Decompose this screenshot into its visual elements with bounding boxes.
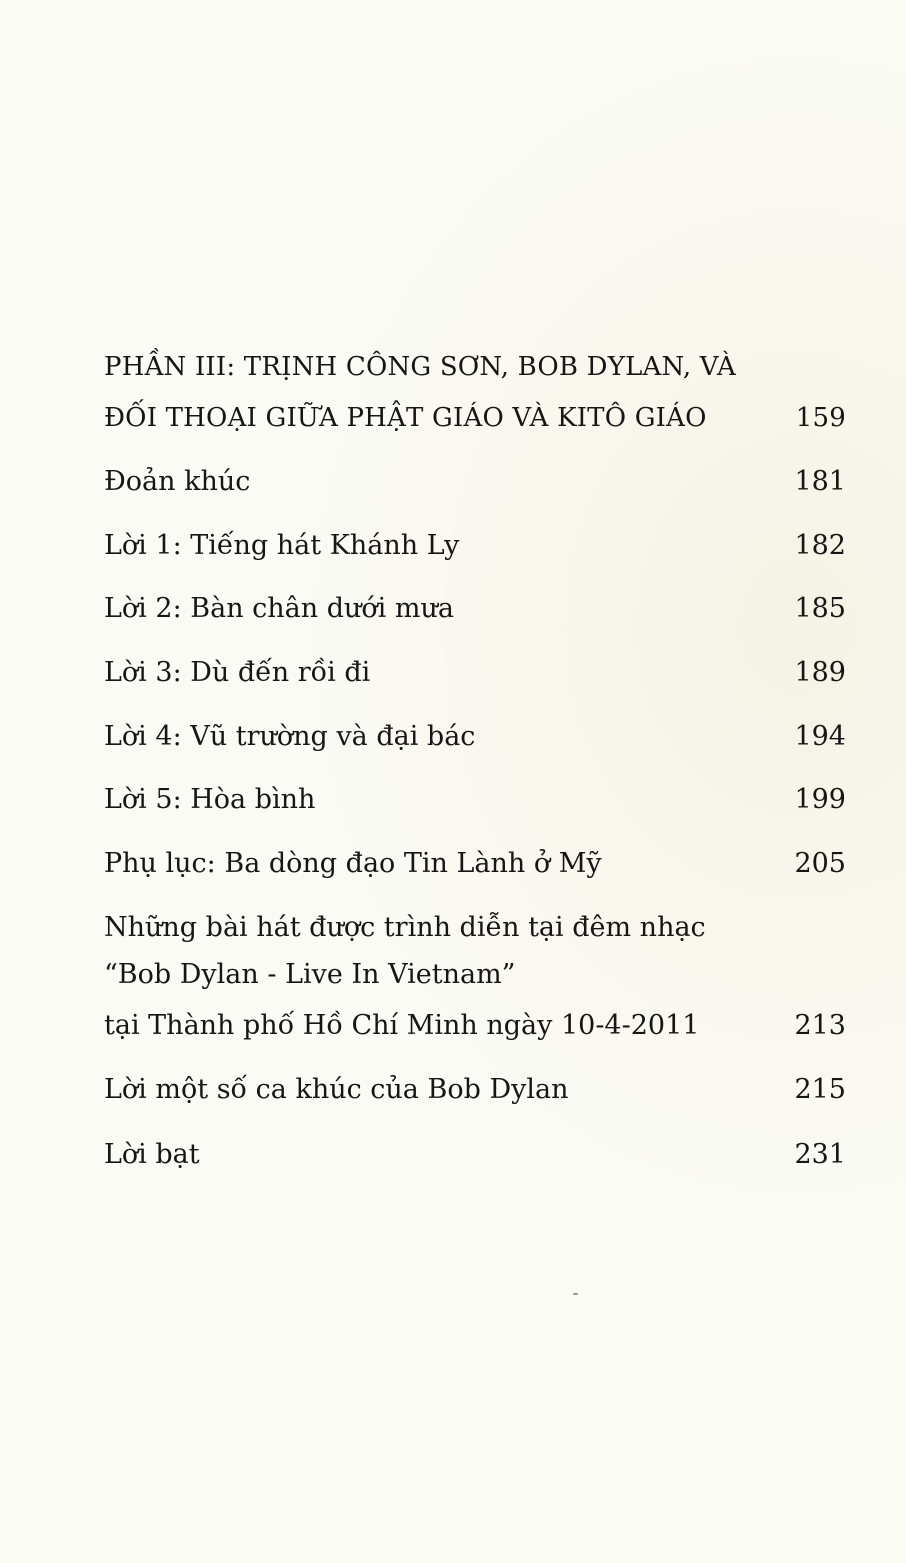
toc-entry-page-number: 189 <box>794 657 846 688</box>
toc-entry <box>104 653 846 693</box>
toc-songs-entry-line3 <box>104 1006 846 1046</box>
toc-entry-title: Phụ lục: Ba dòng đạo Tin Lành ở Mỹ <box>104 848 602 879</box>
toc-entry-page-number: 199 <box>794 784 846 815</box>
toc-part3-title-line1: PHẦN III: TRỊNH CÔNG SƠN, BOB DYLAN, VÀ <box>104 352 736 382</box>
toc-lyrics-title: Lời một số ca khúc của Bob Dylan <box>104 1074 569 1105</box>
toc-entry-title: Lời 3: Dù đến rồi đi <box>104 657 371 688</box>
toc-lyrics-entry <box>104 1070 846 1110</box>
toc-entry <box>104 526 846 566</box>
toc-entry-title: Lời 5: Hòa bình <box>104 784 316 815</box>
toc-songs-page-number: 213 <box>794 1010 846 1041</box>
toc-songs-title-line2: “Bob Dylan - Live In Vietnam” <box>104 959 516 990</box>
toc-entry-page-number: 185 <box>794 593 846 624</box>
toc-afterword-page-number: 231 <box>794 1139 846 1170</box>
toc-entry-page-number: 181 <box>794 466 846 497</box>
toc-songs-entry-line2 <box>104 955 846 995</box>
toc-lyrics-page-number: 215 <box>794 1074 846 1105</box>
toc-entry <box>104 844 846 884</box>
toc-entry-title: Đoản khúc <box>104 466 251 497</box>
toc-entry <box>104 717 846 757</box>
toc-entry-title: Lời 2: Bàn chân dưới mưa <box>104 593 454 624</box>
toc-part3-heading-line1 <box>104 347 846 387</box>
toc-entry <box>104 462 846 502</box>
toc-entry-page-number: 205 <box>794 848 846 879</box>
toc-afterword-title: Lời bạt <box>104 1139 200 1170</box>
toc-songs-title-line3: tại Thành phố Hồ Chí Minh ngày 10-4-2011 <box>104 1010 700 1041</box>
toc-part3-title-line2: ĐỐI THOẠI GIỮA PHẬT GIÁO VÀ KITÔ GIÁO <box>104 403 707 433</box>
toc-entry-page-number: 194 <box>794 721 846 752</box>
toc-part3-heading-line2 <box>104 398 846 438</box>
toc-entry-title: Lời 4: Vũ trường và đại bác <box>104 721 476 752</box>
toc-entry-page-number: 182 <box>794 530 846 561</box>
toc-part3-page-number: 159 <box>795 403 846 433</box>
toc-entry <box>104 780 846 820</box>
toc-afterword-entry <box>104 1135 846 1175</box>
toc-entry-title: Lời 1: Tiếng hát Khánh Ly <box>104 530 460 561</box>
toc-entry <box>104 589 846 629</box>
paper-speck <box>573 1293 578 1295</box>
toc-songs-entry-line1 <box>104 908 846 948</box>
toc-songs-title-line1: Những bài hát được trình diễn tại đêm nhạc <box>104 912 706 943</box>
